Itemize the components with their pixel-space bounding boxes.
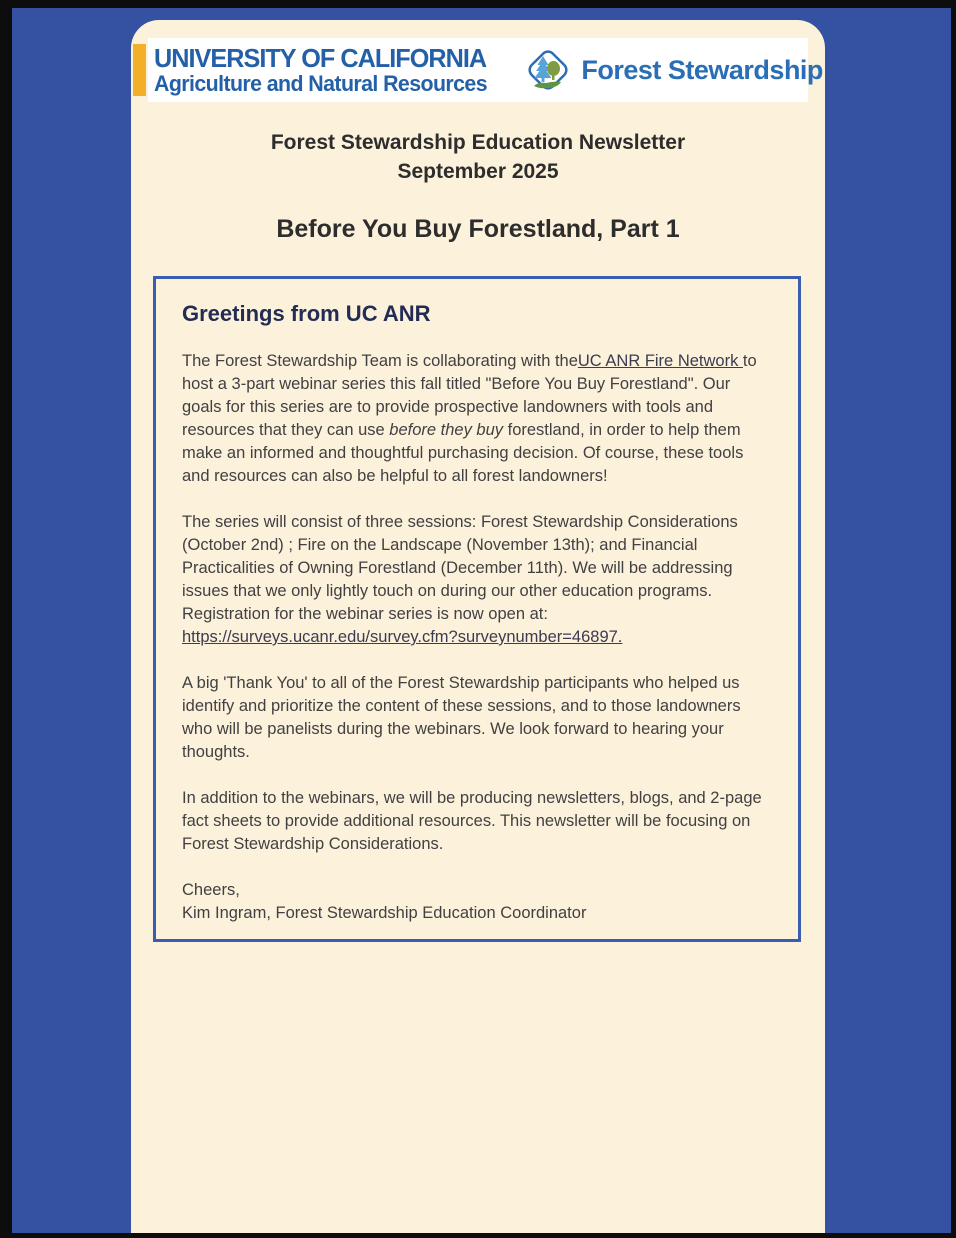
p1-italic-phrase: before they buy — [389, 421, 504, 439]
page-blue-backdrop — [12, 8, 951, 1233]
sign-off: Cheers, — [182, 881, 240, 899]
fire-network-link[interactable]: UC ANR Fire Network — [577, 352, 743, 370]
forest-stewardship-label: Forest Stewardship — [581, 54, 823, 85]
forest-stewardship-brand — [523, 45, 823, 95]
signature-name: Kim Ingram, Forest Stewardship Education Coordinator — [182, 904, 587, 922]
newsletter-title-line1: Forest Stewardship Education Newsletter — [270, 131, 686, 154]
paragraph-intro — [182, 350, 772, 488]
greetings-section — [153, 276, 801, 942]
newsletter-panel — [131, 20, 825, 1233]
registration-survey-link[interactable]: https://surveys.ucanr.edu/survey.cfm?surveynumber=46897. — [182, 628, 623, 646]
paragraph-sessions — [182, 511, 772, 649]
ucanr-brand-line2: Agriculture and Natural Resources — [154, 71, 488, 96]
signature-block — [182, 879, 772, 925]
ucanr-brand-line1: UNIVERSITY OF CALIFORNIA — [154, 43, 487, 73]
newsletter-subtitle: Before You Buy Forestland, Part 1 — [276, 215, 680, 243]
p1-text-mid: to host a 3-part webinar series this fall titled "Before You Buy Forestland". Our goals for this series are to provide prospective landowners with tools and resources that they can use — [182, 352, 757, 439]
ucanr-wordmark — [133, 44, 497, 96]
p2-text: The series will consist of three sessions: Forest Stewardship Considerations (October 2nd) ; Fire on the Landscape (November 13th); and Financial Practicalities of Owning Forestland (December 11th). We will be addressing issues that we only lightly touch on during our other education programs. Registration for the webinar series is now open at: — [182, 513, 738, 623]
greetings-heading: Greetings from UC ANR — [182, 301, 431, 326]
p1-text-before: The Forest Stewardship Team is collaborating with the — [182, 352, 578, 370]
masthead — [131, 128, 825, 244]
p1-text-after: forestland, in order to help them make an informed and thoughtful purchasing decision. Of course, these tools and resources can also be helpful to all forest landowners! — [182, 421, 744, 485]
gold-bar-icon — [133, 44, 146, 96]
forest-stewardship-logo-icon — [523, 45, 575, 95]
paragraph-thank-you: A big 'Thank You' to all of the Forest Stewardship participants who helped us identify and prioritize the content of these sessions, and to those landowners who will be panelists during the webinars. We look forward to hearing your thoughts. — [182, 674, 741, 761]
header-logo-box — [148, 38, 823, 102]
paragraph-additional-resources: In addition to the webinars, we will be producing newsletters, blogs, and 2-page fact sheets to provide additional resources. This newsletter will be focusing on Forest Stewardship Considerations. — [182, 789, 762, 853]
newsletter-title-line2: September 2025 — [397, 160, 559, 183]
